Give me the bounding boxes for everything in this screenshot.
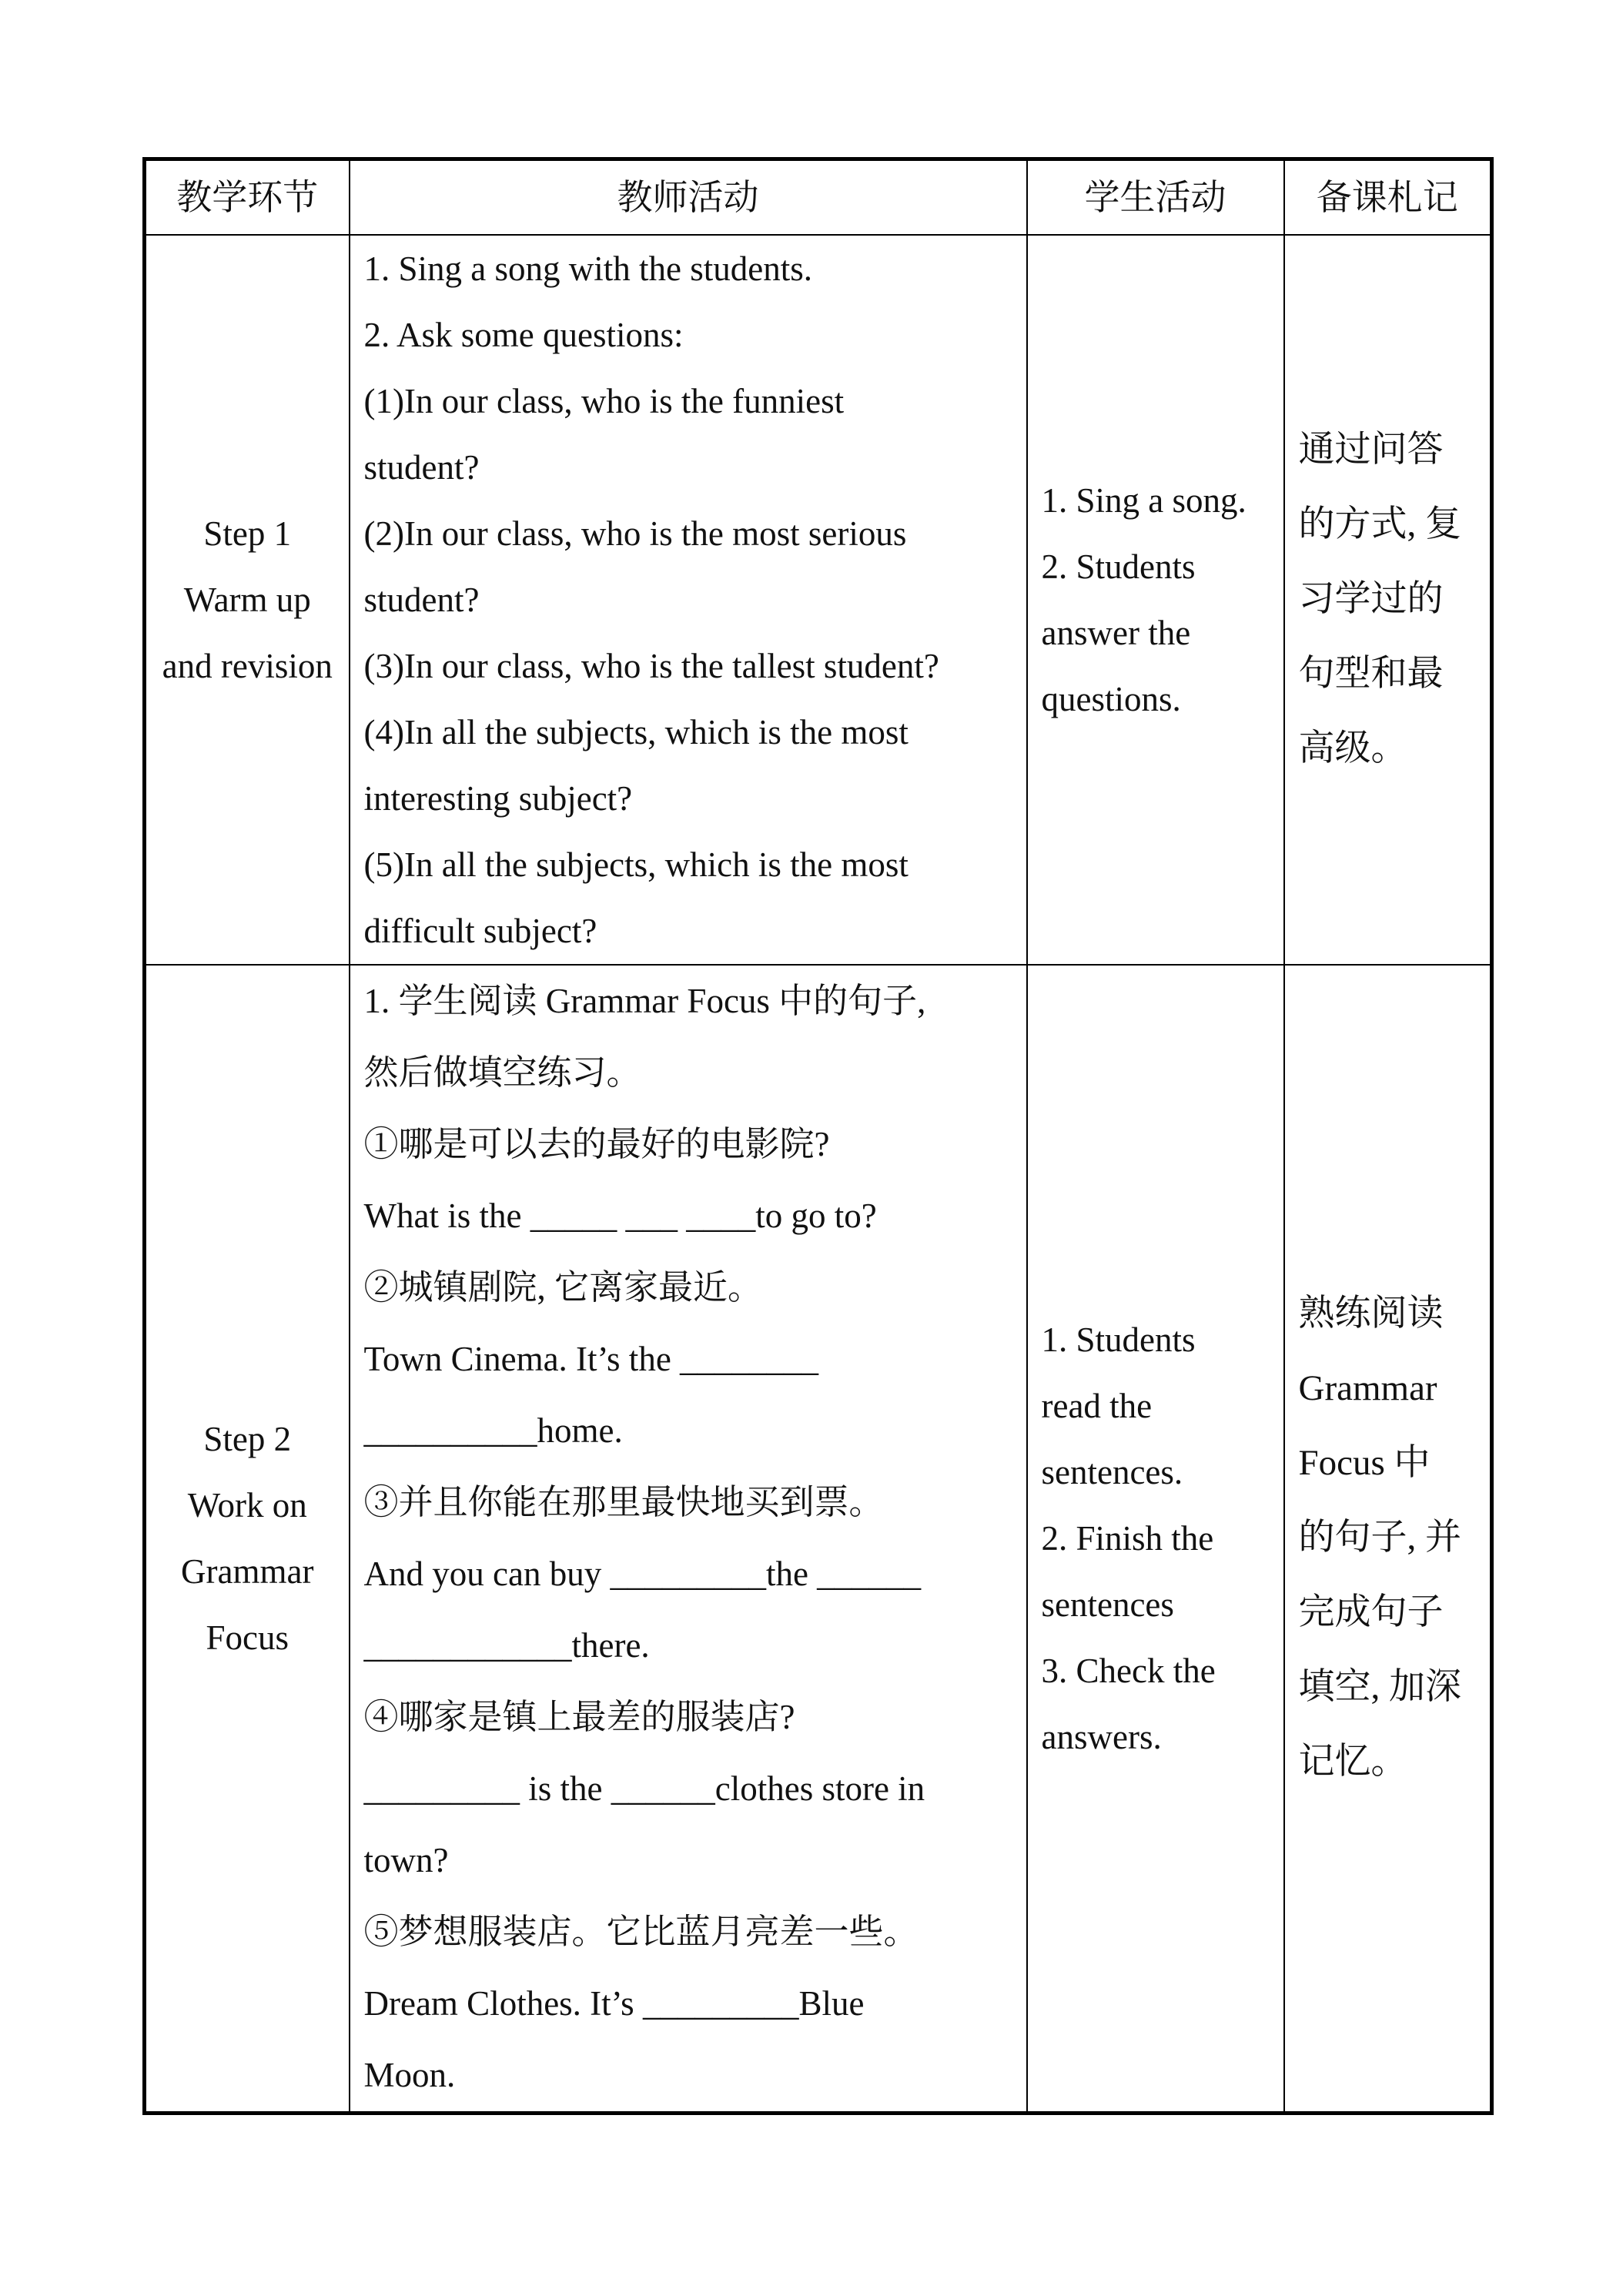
prep-notes-cell [1284,965,1492,2114]
teacher-line: 2. Ask some questions: [363,315,684,354]
student-line: 3. Check the [1041,1651,1216,1690]
teacher-line: 1. 学生阅读 Grammar Focus 中的句子, [363,981,926,1020]
teacher-activity-cell [350,235,1027,965]
note-line: 的方式, 复 [1298,504,1461,544]
student-line: 2. Students [1041,547,1196,586]
teacher-line: 1. Sing a song with the students. [363,249,812,288]
header-student-activity: 学生活动 [1027,159,1284,235]
header-row [145,159,1492,235]
stage-line: and revision [162,646,333,685]
header-stage: 教学环节 [145,159,350,235]
teacher-line: Town Cinema. It’s the ________ [363,1339,819,1378]
student-line: sentences. [1041,1452,1183,1491]
stage-line: Grammar [181,1551,314,1591]
teacher-line: ④哪家是镇上最差的服装店? [363,1697,795,1736]
student-line: 1. Students [1041,1320,1196,1359]
student-line: 1. Sing a song. [1041,480,1247,520]
note-line: 通过问答 [1298,430,1444,470]
note-line: 完成句子 [1298,1592,1444,1632]
teacher-line: ①哪是可以去的最好的电影院? [363,1124,830,1163]
stage-line: Step 1 [203,514,292,553]
teacher-line: ____________there. [363,1625,650,1665]
teacher-line: Moon. [363,2055,456,2094]
student-line: answers. [1041,1717,1162,1756]
stage-line: Focus [206,1618,289,1657]
teacher-line: ⑤梦想服装店。它比蓝月亮差一些。 [363,1912,919,1951]
note-line: Grammar [1298,1368,1437,1408]
teacher-line: difficult subject? [363,911,597,950]
lesson-plan-table [142,157,1494,2115]
student-line: questions. [1041,679,1181,718]
stage-line: Step 2 [203,1419,292,1458]
note-line: 记忆。 [1298,1742,1407,1782]
note-line: 熟练阅读 [1298,1294,1444,1334]
student-line: read the [1041,1386,1153,1425]
table-row-step-2 [145,965,1492,2114]
teacher-line: interesting subject? [363,778,633,818]
teacher-line: (5)In all the subjects, which is the most [363,845,909,884]
stage-cell [145,235,350,965]
teacher-line: (2)In our class, who is the most serious [363,514,907,553]
prep-notes-cell [1284,235,1492,965]
stage-line: Warm up [183,580,311,619]
stage-line: Work on [187,1485,307,1525]
note-line: Focus 中 [1298,1443,1431,1483]
teacher-line: ③并且你能在那里最快地买到票。 [363,1482,884,1521]
header-teacher-activity: 教师活动 [350,159,1027,235]
student-activity-cell [1027,235,1284,965]
note-line: 习学过的 [1298,579,1444,619]
student-activity-cell [1027,965,1284,2114]
teacher-line: student? [363,580,480,619]
teacher-line: student? [363,447,480,487]
teacher-line: (4)In all the subjects, which is the most [363,712,909,751]
student-line: sentences [1041,1585,1174,1624]
stage-cell [145,965,350,2114]
table-row-step-1 [145,235,1492,965]
teacher-line: town? [363,1840,449,1879]
teacher-line: (1)In our class, who is the funniest [363,381,845,420]
student-line: answer the [1041,613,1191,652]
teacher-line: (3)In our class, who is the tallest student? [363,646,939,685]
teacher-activity-cell [350,965,1027,2114]
teacher-line: Dream Clothes. It’s _________Blue [363,1983,865,2023]
header-prep-notes: 备课札记 [1284,159,1492,235]
note-line: 的句子, 并 [1298,1518,1461,1558]
teacher-line: __________home. [363,1411,623,1450]
teacher-line: 然后做填空练习。 [363,1053,641,1092]
note-line: 高级。 [1298,728,1407,768]
teacher-line: And you can buy _________the ______ [363,1554,922,1593]
note-line: 填空, 加深 [1298,1667,1461,1707]
note-line: 句型和最 [1298,654,1444,694]
student-line: 2. Finish the [1041,1518,1214,1558]
teacher-line: ②城镇剧院, 它离家最近。 [363,1267,763,1307]
teacher-line: _________ is the ______clothes store in [363,1769,925,1808]
teacher-line: What is the _____ ___ ____to go to? [363,1196,877,1235]
